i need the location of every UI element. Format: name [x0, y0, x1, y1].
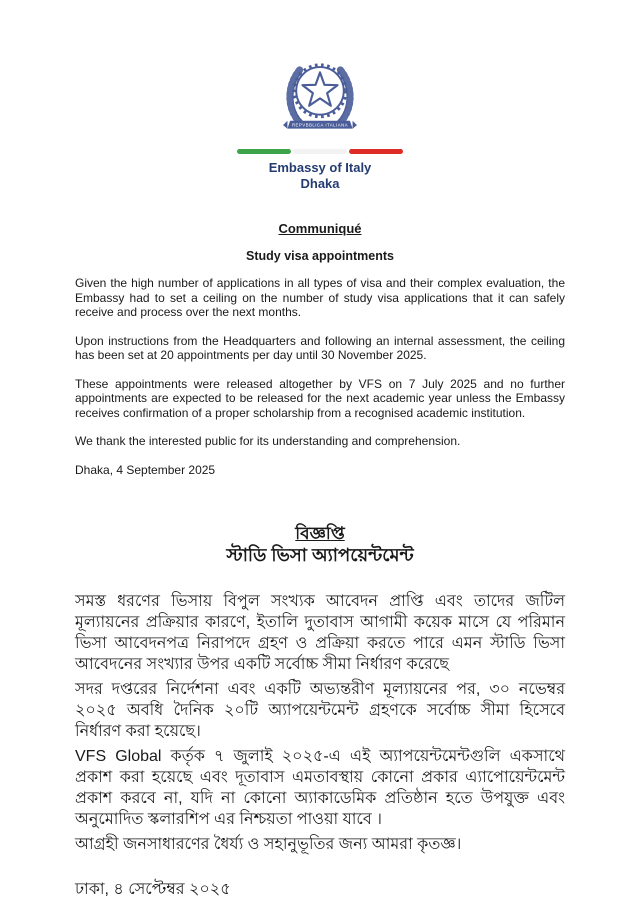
bengali-subtitle: স্টাডি ভিসা অ্যাপয়েন্টমেন্ট: [226, 545, 414, 565]
bengali-paragraph-1: সমস্ত ধরণের ভিসায় বিপুল সংখ্যক আবেদন প্রাপ্তি এবং তাদের জটিল মূল্যায়নের প্রক্রিয়ার কারণে, ইতালি দুতাবাস আগামী কয়েক মাসে যে পরিমান ভিসা আবেদনপত্র নিরাপদে গ্রহণ ও প্রক্রিয়া করতে পারে এমন স্টাডি ভিসা আবেদনের সংখ্যার উপর একটি সর্বোচ্চ সীমা নির্ধারণ করেছে: [75, 593, 565, 673]
flag-white-stripe: [293, 149, 347, 154]
flag-green-stripe: [237, 149, 291, 154]
communique-subtitle: Study visa appointments: [246, 249, 394, 263]
bengali-title: বিজ্ঞপ্তি: [295, 524, 345, 543]
english-paragraph-3: These appointments were released altogether by VFS on 7 July 2025 and no further appointments are expected to be released for the next academic year unless the Embassy receives confirmation of a proper scholarship from a recognised academic institution.: [75, 376, 565, 420]
embassy-city: Dhaka: [300, 176, 340, 191]
bengali-paragraph-4: আগ্রহী জনসাধারণের ধৈর্য্য ও সহানুভূতির জন্য আমরা কৃতজ্ঞ।: [75, 836, 462, 853]
english-paragraph-2: Upon instructions from the Headquarters and following an internal assessment, the ceiling has been set at 20 appointments per day until 30 November 2025.: [75, 333, 565, 362]
embassy-letterhead: [75, 57, 565, 192]
bengali-body: [75, 591, 565, 900]
bengali-paragraph-2: সদর দপ্তরের নির্দেশনা এবং একটি অভ্যন্তরীণ মূল্যায়নের পর, ৩০ নভেম্বর ২০২৫ অবধি দৈনিক ২০টি অ্যাপয়েন্টমেন্ট গ্রহণকে সর্বোচ্চ সীমা হিসেবে নির্ধারণ করা হয়েছে।: [75, 681, 565, 740]
english-body: [75, 276, 565, 477]
bengali-paragraph-3: VFS Global কর্তৃক ৭ জুলাই ২০২৫-এ এই অ্যাপয়েন্টমেন্টগুলি একসাথে প্রকাশ করা হয়েছে এবং দূতাবাস এমতাবস্থায় কোনো প্রকার এ্যাপোয়েন্টমেন্ট প্রকাশ করবে না, যদি না কোনো অ্যাকাডেমিক প্রতিষ্ঠান হতে উপযুক্ত এবং অনুমোদিত স্কলারশিপ এর নিশ্চয়তা পাওয়া যাবে ।: [75, 748, 565, 828]
english-dateline: Dhaka, 4 September 2025: [75, 462, 216, 477]
english-section: [75, 221, 565, 477]
italian-republic-emblem-icon: [276, 57, 364, 137]
english-paragraph-1: Given the high number of applications in all types of visa and their complex evaluation, the Embassy had to set a ceiling on the number of study visa applications that it can safely receive and process over the next months.: [75, 276, 565, 319]
bengali-section: [75, 524, 565, 900]
emblem-banner-text: REPVBBLICA ITALIANA: [291, 122, 349, 128]
communique-title: Communiqué: [278, 221, 362, 236]
embassy-name: Embassy of Italy: [268, 160, 372, 175]
italian-flag-bar: [237, 149, 403, 154]
english-paragraph-4: We thank the interested public for its understanding and comprehension.: [75, 434, 461, 448]
bengali-dateline: ঢাকা, ৪ সেপ্টেম্বর ২০২৫: [75, 881, 231, 898]
flag-red-stripe: [349, 149, 403, 154]
